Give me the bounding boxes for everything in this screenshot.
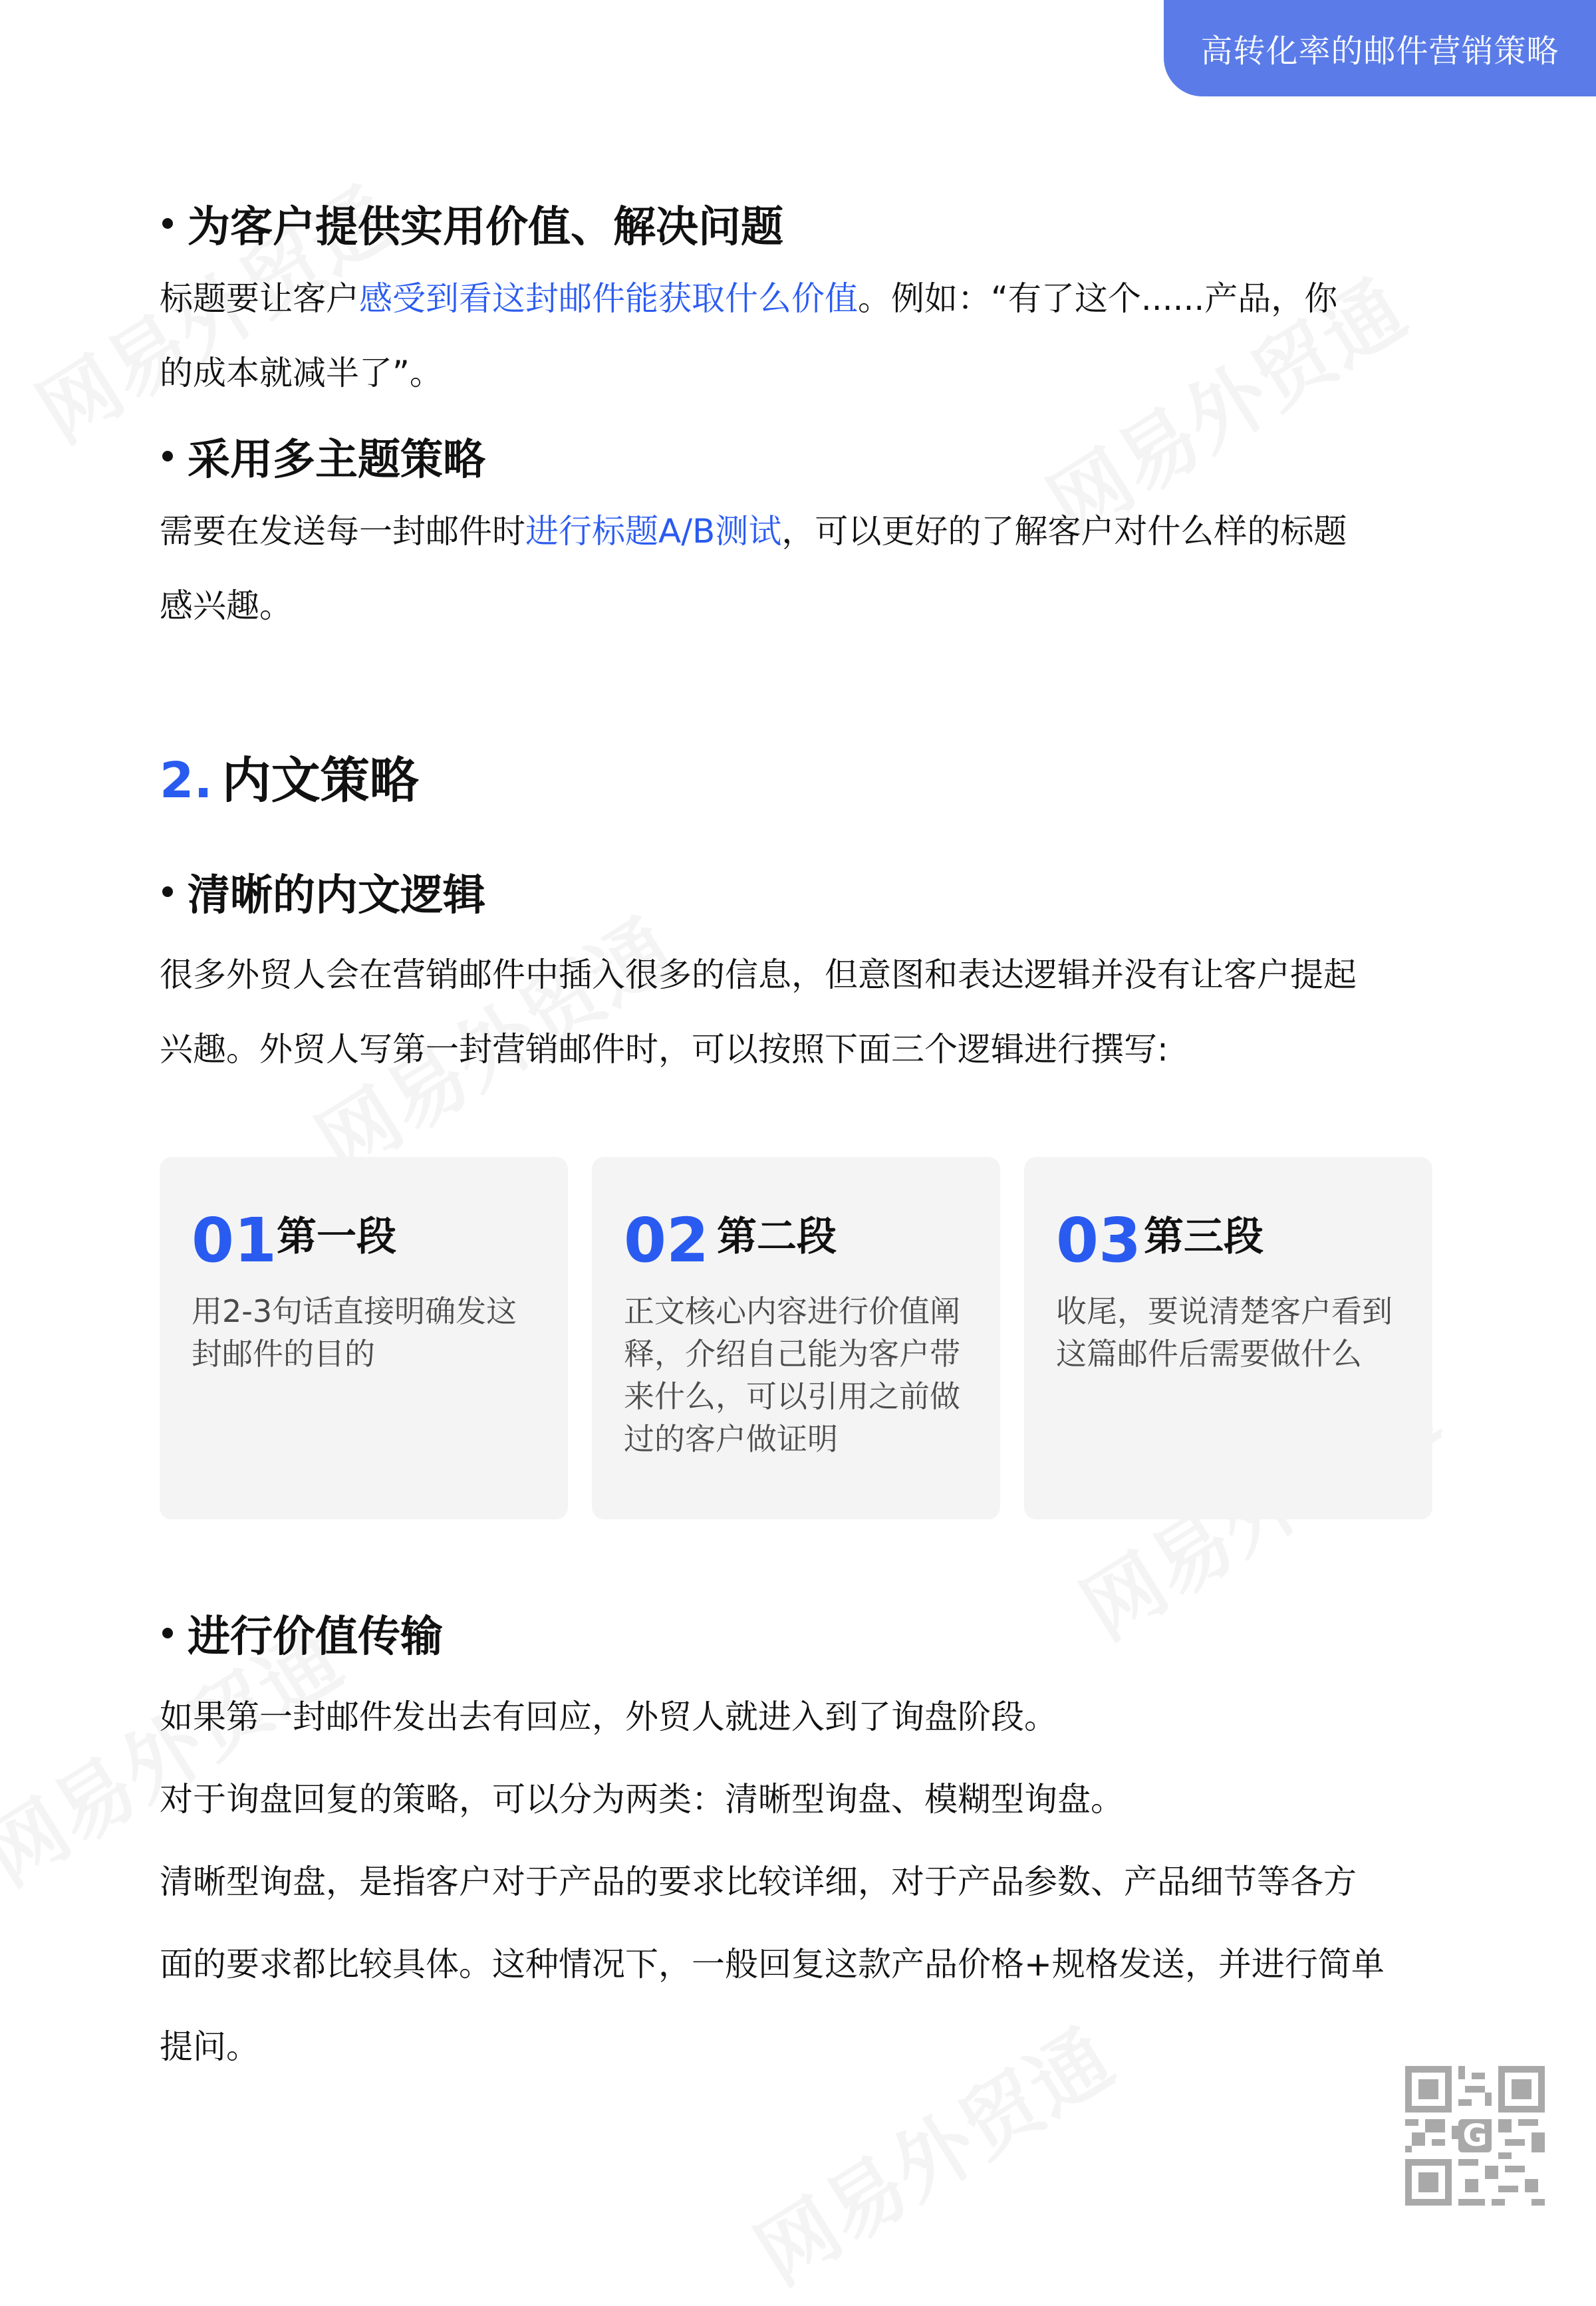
text: 很多外贸人会在营销邮件中插入很多的信息，但意图和表达逻辑并没有让客户提起 [160, 956, 1357, 994]
paragraph-value [160, 261, 1436, 410]
text: 需要在发送每一封邮件时 [160, 512, 525, 551]
card-title: 第一段 [277, 1214, 396, 1260]
heading-text: 进行价值传输 [188, 1612, 443, 1662]
bullet-icon [162, 1628, 173, 1638]
heading-value [160, 193, 783, 254]
heading-multi-topic [160, 426, 485, 487]
card-title: 第二段 [717, 1214, 837, 1260]
card-number: 03 [1056, 1205, 1142, 1276]
paragraph-multi-topic [160, 494, 1436, 643]
text: 感兴趣。 [160, 586, 293, 625]
paragraph-value-transfer-1 [160, 1676, 1436, 2088]
text: ，可以更好的了解客户对什么样的标题 [781, 512, 1347, 551]
heading-text: 清晰的内文逻辑 [188, 871, 485, 920]
card-title: 第三段 [1144, 1214, 1264, 1260]
section-title-text: 内文策略 [221, 752, 419, 809]
text: 兴趣。外贸人写第一封营销邮件时，可以按照下面三个逻辑进行撰写: [160, 1030, 1168, 1069]
paragraph-cards [160, 1157, 1433, 1519]
text: 的成本就减半了”。 [160, 354, 443, 392]
heading-value-transfer [160, 1602, 443, 1664]
heading-clear-logic [160, 861, 485, 922]
card-first-paragraph [160, 1157, 568, 1519]
card-number: 01 [192, 1205, 277, 1276]
text: 对于询盘回复的策略，可以分为两类：清晰型询盘、模糊型询盘。 [160, 1780, 1124, 1819]
bullet-icon [162, 886, 173, 897]
heading-text: 采用多主题策略 [188, 436, 485, 485]
text: 清晰型询盘，是指客户对于产品的要求比较详细，对于产品参数、产品细节等各方 [160, 1862, 1357, 1901]
text: 标题要让客户 [160, 279, 359, 318]
bullet-icon [162, 218, 173, 229]
bullet-icon [162, 451, 173, 461]
text: 提问。 [160, 2027, 259, 2066]
text: 。例如：“有了这个......产品，你 [858, 279, 1338, 318]
qr-code-icon [1405, 2066, 1545, 2206]
text: 面的要求都比较具体。这种情况下，一般回复这款产品价格+规格发送，并进行简单 [160, 1945, 1385, 1984]
card-body: 正文核心内容进行价值阐释，介绍自己能为客户带来什么，可以引用之前做过的客户做证明 [624, 1293, 960, 1457]
highlight-text: 进行标题A/B测试 [525, 512, 782, 551]
header-title: 高转化率的邮件营销策略 [1200, 33, 1559, 70]
paragraph-clear-logic [160, 938, 1436, 1087]
section-title [160, 741, 419, 812]
card-second-paragraph [592, 1157, 1000, 1519]
card-third-paragraph [1024, 1157, 1432, 1519]
section-number: 2. [160, 752, 213, 809]
card-body: 用2-3句话直接明确发这封邮件的目的 [192, 1293, 517, 1372]
svg-text:G: G [1462, 2118, 1488, 2153]
heading-text: 为客户提供实用价值、解决问题 [188, 203, 783, 252]
highlight-text: 感受到看这封邮件能获取什么价值 [359, 279, 858, 318]
text: 如果第一封邮件发出去有回应，外贸人就进入到了询盘阶段。 [160, 1698, 1057, 1736]
card-number: 02 [624, 1205, 710, 1276]
document-header-tab [1164, 0, 1596, 96]
card-body: 收尾，要说清楚客户看到这篇邮件后需要做什么 [1056, 1293, 1393, 1372]
